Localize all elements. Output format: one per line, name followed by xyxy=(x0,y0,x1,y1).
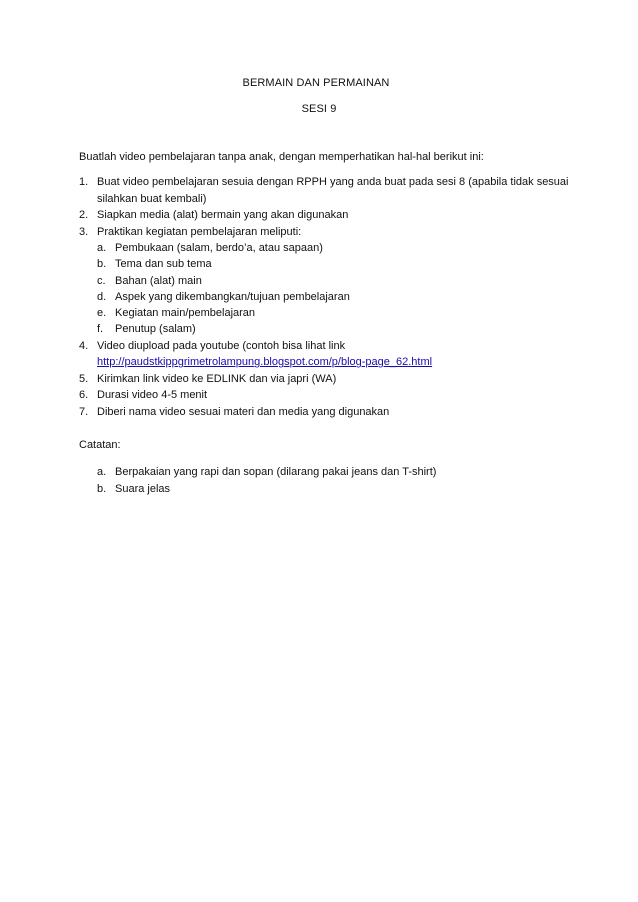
document-subtitle: SESI 9 xyxy=(301,103,337,115)
list-number: 7. xyxy=(79,405,89,418)
list-item-6 xyxy=(79,387,579,404)
sub-item-text: Pembukaan (salam, berdo’a, atau sapaan) xyxy=(115,242,323,254)
list-item-2 xyxy=(79,207,579,224)
sub-letter: f. xyxy=(97,323,104,336)
sub-item-d xyxy=(97,289,579,305)
instruction-list xyxy=(79,174,579,420)
list-number: 2. xyxy=(79,209,89,221)
note-item-a xyxy=(97,464,577,481)
document-title: BERMAIN DAN PERMAINAN xyxy=(242,77,390,89)
list-number: 3. xyxy=(79,225,89,238)
sub-item-text: Penutup (salam) xyxy=(115,323,196,336)
list-item-text: Siapkan media (alat) bermain yang akan digunakan xyxy=(97,209,349,221)
example-link[interactable]: http://paudstkippgrimetrolampung.blogspot.com/p/blog-page_62.html xyxy=(97,356,433,369)
sub-letter: a. xyxy=(97,242,107,254)
list-item-text: Praktikan kegiatan pembelajaran meliputi: xyxy=(97,225,302,238)
sub-item-b xyxy=(97,256,579,272)
list-item-3 xyxy=(79,224,579,241)
sub-item-c xyxy=(97,273,579,289)
sub-item-text: Bahan (alat) main xyxy=(115,274,202,287)
sub-item-f xyxy=(97,321,579,337)
note-letter: b. xyxy=(97,482,107,495)
intro-text: Buatlah video pembelajaran tanpa anak, dengan memperhatikan hal-hal berikut ini: xyxy=(79,151,484,163)
sub-letter: c. xyxy=(97,274,106,287)
note-letter: a. xyxy=(97,466,107,478)
list-number: 1. xyxy=(79,176,89,188)
list-item-text: Diberi nama video sesuai materi dan media yang digunakan xyxy=(97,405,390,418)
list-item-text: Kirimkan link video ke EDLINK dan via japri (WA) xyxy=(97,372,337,385)
note-item-b xyxy=(97,481,577,498)
list-item-7 xyxy=(79,404,579,421)
list-item-4 xyxy=(79,338,579,371)
list-item-text: Buat video pembelajaran sesuia dengan RPPH yang anda buat pada sesi 8 (apabila tidak sesuai silahkan buat kembali) xyxy=(97,176,569,205)
sub-list xyxy=(79,240,579,338)
list-number: 4. xyxy=(79,339,89,352)
notes-heading: Catatan: xyxy=(79,439,121,451)
list-item-text: Durasi video 4-5 menit xyxy=(97,389,208,402)
sub-item-text: Kegiatan main/pembelajaran xyxy=(115,307,256,320)
notes-list xyxy=(97,464,577,497)
list-item-text: Video diupload pada youtube (contoh bisa lihat link xyxy=(97,339,346,352)
list-number: 6. xyxy=(79,389,89,402)
list-item-5 xyxy=(79,371,579,388)
note-text: Suara jelas xyxy=(115,482,171,495)
list-number: 5. xyxy=(79,372,89,385)
sub-letter: d. xyxy=(97,290,107,303)
sub-letter: e. xyxy=(97,307,107,320)
sub-item-a xyxy=(97,240,579,256)
sub-item-e xyxy=(97,305,579,321)
sub-item-text: Tema dan sub tema xyxy=(115,258,212,271)
note-text: Berpakaian yang rapi dan sopan (dilarang pakai jeans dan T-shirt) xyxy=(115,466,437,478)
list-item-1 xyxy=(79,174,579,207)
sub-letter: b. xyxy=(97,258,107,271)
sub-item-text: Aspek yang dikembangkan/tujuan pembelajaran xyxy=(115,290,350,303)
